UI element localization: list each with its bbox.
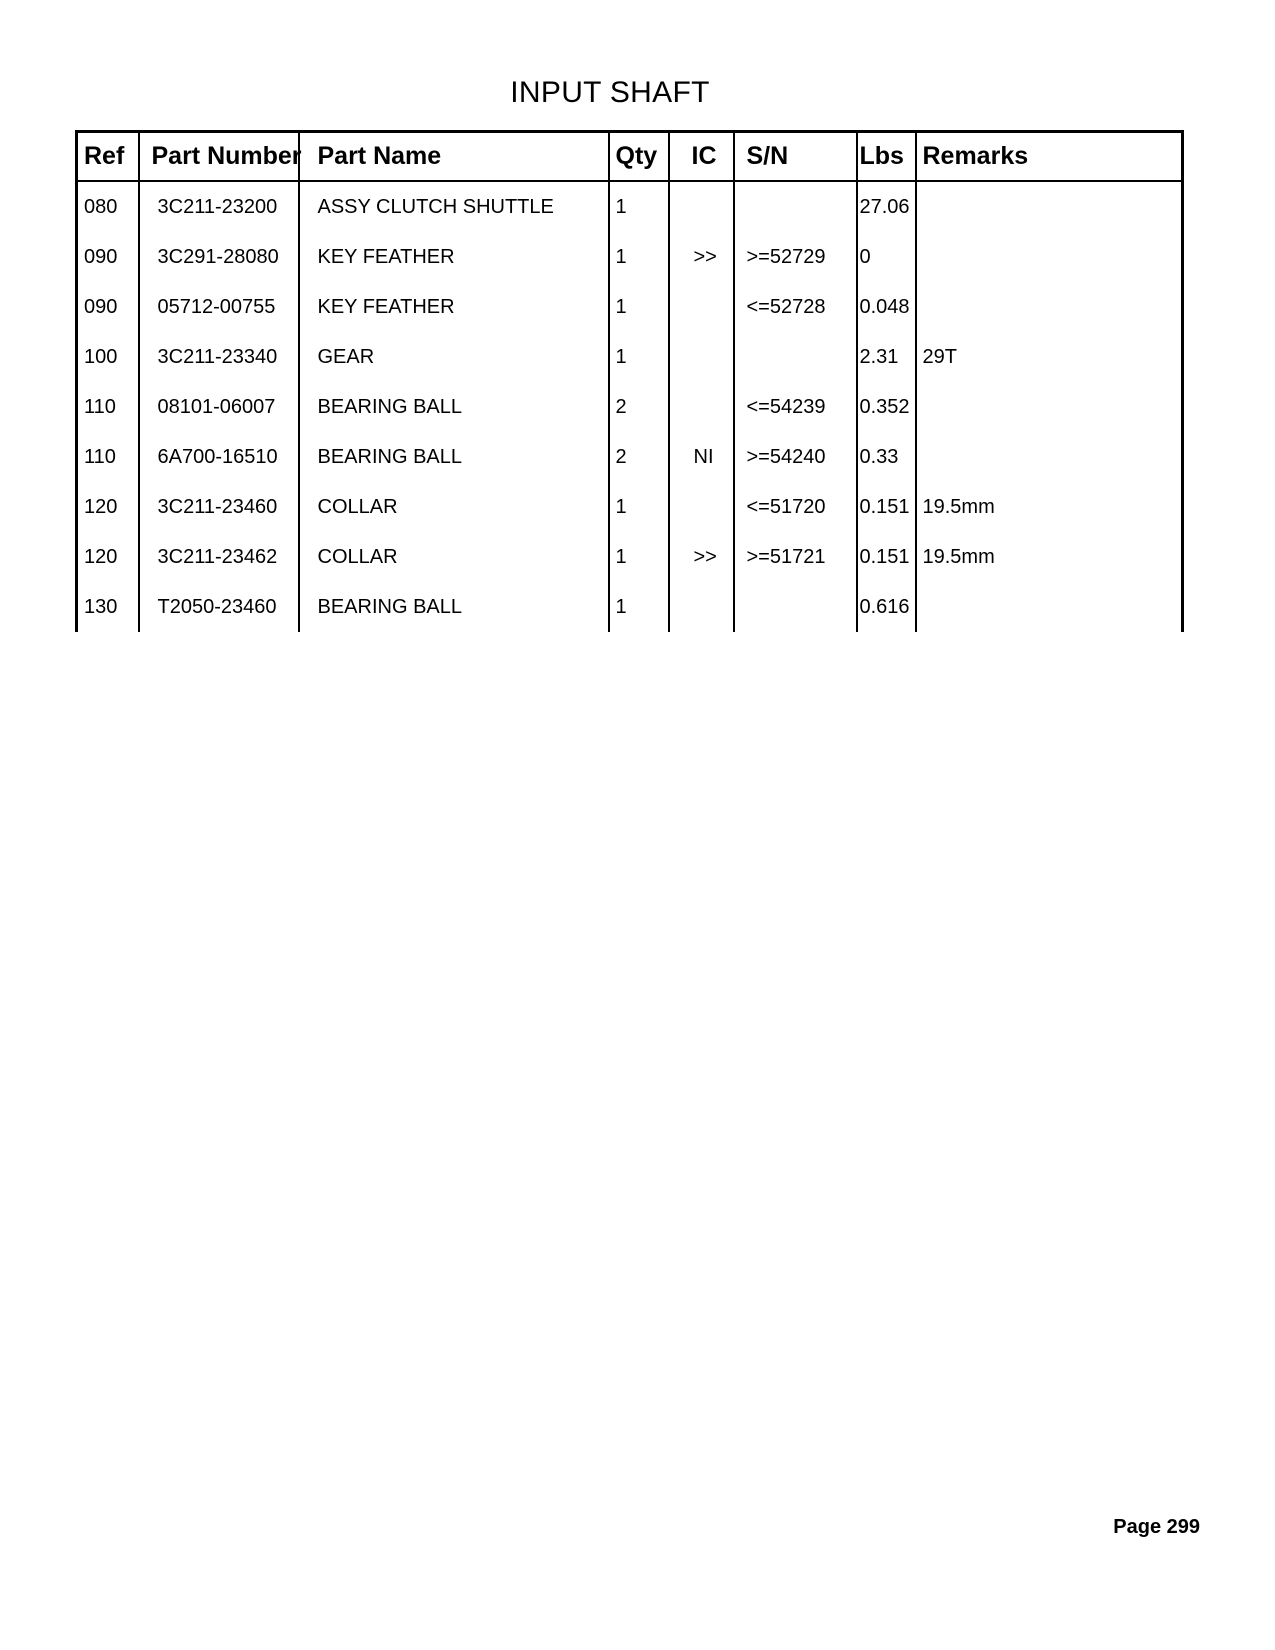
cell-ic: >> bbox=[669, 232, 734, 282]
cell-sn bbox=[734, 332, 857, 382]
table-row bbox=[77, 282, 1183, 332]
cell-part-number: 3C211-23200 bbox=[139, 181, 299, 232]
cell-ic bbox=[669, 382, 734, 432]
cell-ic bbox=[669, 482, 734, 532]
cell-part-name: COLLAR bbox=[299, 532, 609, 582]
table-row bbox=[77, 482, 1183, 532]
cell-sn: <=52728 bbox=[734, 282, 857, 332]
cell-remarks bbox=[916, 432, 1183, 482]
cell-ic: NI bbox=[669, 432, 734, 482]
cell-qty: 2 bbox=[609, 432, 669, 482]
cell-qty: 1 bbox=[609, 181, 669, 232]
cell-sn: >=51721 bbox=[734, 532, 857, 582]
cell-ref: 110 bbox=[77, 382, 139, 432]
cell-ic: >> bbox=[669, 532, 734, 582]
cell-ref: 110 bbox=[77, 432, 139, 482]
cell-ic bbox=[669, 282, 734, 332]
cell-lbs: 27.06 bbox=[857, 181, 916, 232]
cell-part-name: KEY FEATHER bbox=[299, 282, 609, 332]
cell-ref: 120 bbox=[77, 482, 139, 532]
cell-part-number: 05712-00755 bbox=[139, 282, 299, 332]
table-row bbox=[77, 332, 1183, 382]
cell-ref: 120 bbox=[77, 532, 139, 582]
cell-qty: 1 bbox=[609, 532, 669, 582]
cell-lbs: 0.151 bbox=[857, 482, 916, 532]
cell-part-number: 3C291-28080 bbox=[139, 232, 299, 282]
cell-ref: 090 bbox=[77, 232, 139, 282]
cell-qty: 1 bbox=[609, 332, 669, 382]
cell-ref: 080 bbox=[77, 181, 139, 232]
cell-qty: 1 bbox=[609, 482, 669, 532]
table-row bbox=[77, 532, 1183, 582]
cell-lbs: 0.048 bbox=[857, 282, 916, 332]
header-ic: IC bbox=[669, 132, 734, 182]
cell-lbs: 2.31 bbox=[857, 332, 916, 382]
cell-part-name: BEARING BALL bbox=[299, 432, 609, 482]
cell-sn: >=54240 bbox=[734, 432, 857, 482]
parts-table-container bbox=[75, 130, 1181, 628]
cell-ic bbox=[669, 181, 734, 232]
cell-part-number: 08101-06007 bbox=[139, 382, 299, 432]
cell-ref: 090 bbox=[77, 282, 139, 332]
cell-ic bbox=[669, 582, 734, 632]
cell-remarks bbox=[916, 181, 1183, 232]
header-part-number: Part Number bbox=[139, 132, 299, 182]
cell-sn: >=52729 bbox=[734, 232, 857, 282]
parts-table bbox=[75, 130, 1184, 632]
table-row bbox=[77, 181, 1183, 232]
cell-part-number: 3C211-23340 bbox=[139, 332, 299, 382]
cell-lbs: 0.616 bbox=[857, 582, 916, 632]
cell-sn: <=51720 bbox=[734, 482, 857, 532]
cell-remarks bbox=[916, 232, 1183, 282]
cell-qty: 1 bbox=[609, 582, 669, 632]
cell-part-name: KEY FEATHER bbox=[299, 232, 609, 282]
cell-part-name: BEARING BALL bbox=[299, 582, 609, 632]
cell-part-name: COLLAR bbox=[299, 482, 609, 532]
header-ref: Ref bbox=[77, 132, 139, 182]
cell-lbs: 0.33 bbox=[857, 432, 916, 482]
cell-remarks bbox=[916, 582, 1183, 632]
cell-remarks: 29T bbox=[916, 332, 1183, 382]
cell-qty: 1 bbox=[609, 282, 669, 332]
cell-remarks: 19.5mm bbox=[916, 482, 1183, 532]
table-row bbox=[77, 432, 1183, 482]
table-row bbox=[77, 232, 1183, 282]
cell-part-name: BEARING BALL bbox=[299, 382, 609, 432]
cell-part-number: 3C211-23462 bbox=[139, 532, 299, 582]
cell-remarks bbox=[916, 382, 1183, 432]
table-row bbox=[77, 382, 1183, 432]
page-number: Page 299 bbox=[1113, 1516, 1200, 1538]
cell-ref: 100 bbox=[77, 332, 139, 382]
cell-remarks: 19.5mm bbox=[916, 532, 1183, 582]
cell-part-name: ASSY CLUTCH SHUTTLE bbox=[299, 181, 609, 232]
header-qty: Qty bbox=[609, 132, 669, 182]
header-sn: S/N bbox=[734, 132, 857, 182]
cell-part-number: 6A700-16510 bbox=[139, 432, 299, 482]
header-lbs: Lbs bbox=[857, 132, 916, 182]
cell-ref: 130 bbox=[77, 582, 139, 632]
table-row bbox=[77, 582, 1183, 632]
page-title: INPUT SHAFT bbox=[510, 76, 710, 109]
header-remarks: Remarks bbox=[916, 132, 1183, 182]
cell-qty: 2 bbox=[609, 382, 669, 432]
cell-lbs: 0 bbox=[857, 232, 916, 282]
cell-qty: 1 bbox=[609, 232, 669, 282]
cell-lbs: 0.151 bbox=[857, 532, 916, 582]
cell-part-number: 3C211-23460 bbox=[139, 482, 299, 532]
cell-part-name: GEAR bbox=[299, 332, 609, 382]
cell-part-number: T2050-23460 bbox=[139, 582, 299, 632]
header-part-name: Part Name bbox=[299, 132, 609, 182]
cell-ic bbox=[669, 332, 734, 382]
table-header-row bbox=[77, 132, 1183, 182]
cell-sn bbox=[734, 181, 857, 232]
cell-sn: <=54239 bbox=[734, 382, 857, 432]
cell-sn bbox=[734, 582, 857, 632]
cell-remarks bbox=[916, 282, 1183, 332]
cell-lbs: 0.352 bbox=[857, 382, 916, 432]
